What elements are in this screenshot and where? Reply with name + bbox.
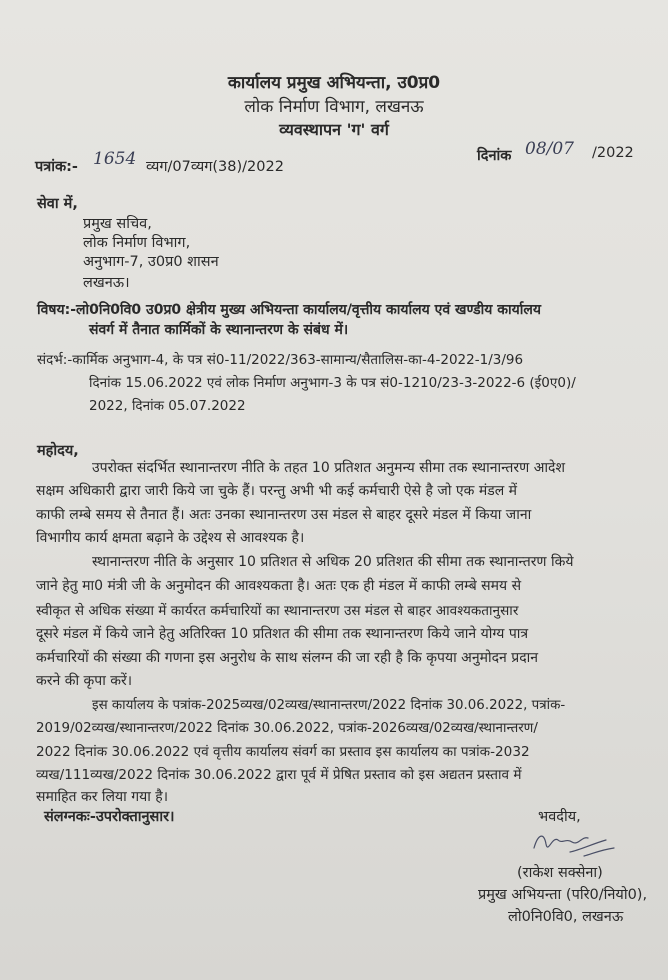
signatory-office: लो0नि0वि0, लखनऊ (508, 909, 624, 925)
address-line: लोक निर्माण विभाग, (83, 235, 191, 251)
section-title: व्यवस्थापन 'ग' वर्ग (279, 120, 389, 139)
signatory-designation: प्रमुख अभियन्ता (परि0/नियो0), (478, 887, 648, 903)
address-seva: सेवा में, (37, 196, 78, 212)
para3-line: समाहित कर लिया गया है। (36, 789, 169, 805)
para2-line: कर्मचारियों की संख्या की गणना इस अनुरोध के साथ संलग्न की जा रही है कि कृपया अनुमोदन प्रदान (36, 650, 539, 666)
date-label: दिनांक (477, 148, 512, 164)
ref-label: पत्रांक:- (35, 159, 78, 175)
para2-line: स्थानान्तरण नीति के अनुसार 10 प्रतिशत से अधिक 20 प्रतिशत की सीमा तक स्थानान्तरण किये (92, 554, 574, 570)
ref-number-handwritten: 1654 (93, 149, 137, 169)
para1-line: काफी लम्बे समय से तैनात हैं। अतः उनका स्थानान्तरण उस मंडल से बाहर दूसरे मंडल में किया जाना (36, 507, 532, 523)
reference-line1: संदर्भ:-कार्मिक अनुभाग-4, के पत्र सं0-11/2022/363-सामान्य/सैतालिस-का-4-2022-1/3/96 (37, 352, 524, 368)
para2-line: जाने हेतु मा0 मंत्री जी के अनुमोदन की आवश्यकता है। अतः एक ही मंडल में काफी लम्बे समय से (36, 578, 522, 594)
para2-line: स्वीकृत से अधिक संख्या में कार्यरत कर्मचारियों का स्थानान्तरण उस मंडल से बाहर आवश्यकतानुसार (36, 603, 519, 619)
para3-line: व्यख/111व्यख/2022 दिनांक 30.06.2022 द्वारा पूर्व में प्रेषित प्रस्ताव को इस अद्यतन प्रस्ताव में (36, 767, 522, 783)
para1-line: विभागीय कार्य क्षमता बढ़ाने के उद्देश्य से आवश्यक है। (36, 530, 305, 546)
para3-line: 2022 दिनांक 30.06.2022 एवं वृत्तीय कार्यालय संवर्ग का प्रस्ताव इस कार्यालय का पत्रांक-2032 (36, 744, 530, 760)
date-handwritten: 08/07 (525, 139, 574, 159)
subject-line2: संवर्ग में तैनात कार्मिकों के स्थानान्तरण के संबंध में। (89, 322, 349, 338)
para3-line: इस कार्यालय के पत्रांक-2025व्यख/02व्यख/स्थानान्तरण/2022 दिनांक 30.06.2022, पत्रांक- (92, 698, 566, 713)
para1-line: उपरोक्त संदर्भित स्थानान्तरण नीति के तहत 10 प्रतिशत अनुमन्य सीमा तक स्थानान्तरण आदेश (92, 460, 565, 476)
address-line: लखनऊ। (83, 275, 130, 291)
date-year: /2022 (592, 145, 634, 161)
address-line: प्रमुख सचिव, (83, 216, 152, 232)
enclosure: संलग्नकः-उपरोक्तानुसार। (44, 809, 175, 825)
office-title: कार्यालय प्रमुख अभियन्ता, उ0प्र0 (227, 73, 441, 93)
ref-suffix: व्यग/07व्यग(38)/2022 (146, 159, 284, 175)
salutation: महोदय, (37, 443, 79, 459)
reference-line2: दिनांक 15.06.2022 एवं लोक निर्माण अनुभाग-3 के पत्र सं0-1210/23-3-2022-6 (ई0ए0)/ (89, 375, 576, 391)
department-title: लोक निर्माण विभाग, लखनऊ (244, 97, 424, 117)
para1-line: सक्षम अधिकारी द्वारा जारी किये जा चुके हैं। परन्तु अभी भी कई कर्मचारी ऐसे है जो एक मंडल में (36, 483, 518, 499)
address-line: अनुभाग-7, उ0प्र0 शासन (83, 254, 219, 270)
subject-line1: विषय:-लो0नि0वि0 उ0प्र0 क्षेत्रीय मुख्य अभियन्ता कार्यालय/वृत्तीय कार्यालय एवं खण्डीय कार्यालय (37, 302, 541, 318)
closing: भवदीय, (538, 809, 581, 825)
para2-line: दूसरे मंडल में किये जाने हेतु अतिरिक्त 10 प्रतिशत की सीमा तक स्थानान्तरण किये जाने योग्य पात्र (36, 626, 529, 642)
para2-line: करने की कृपा करें। (36, 673, 133, 689)
reference-line3: 2022, दिनांक 05.07.2022 (89, 398, 246, 414)
handwritten-signature (530, 826, 620, 866)
signatory-name: (राकेश सक्सेना) (517, 865, 603, 881)
para3-line: 2019/02व्यख/स्थानान्तरण/2022 दिनांक 30.06.2022, पत्रांक-2026व्यख/02व्यख/स्थानान्तरण/ (36, 721, 538, 736)
